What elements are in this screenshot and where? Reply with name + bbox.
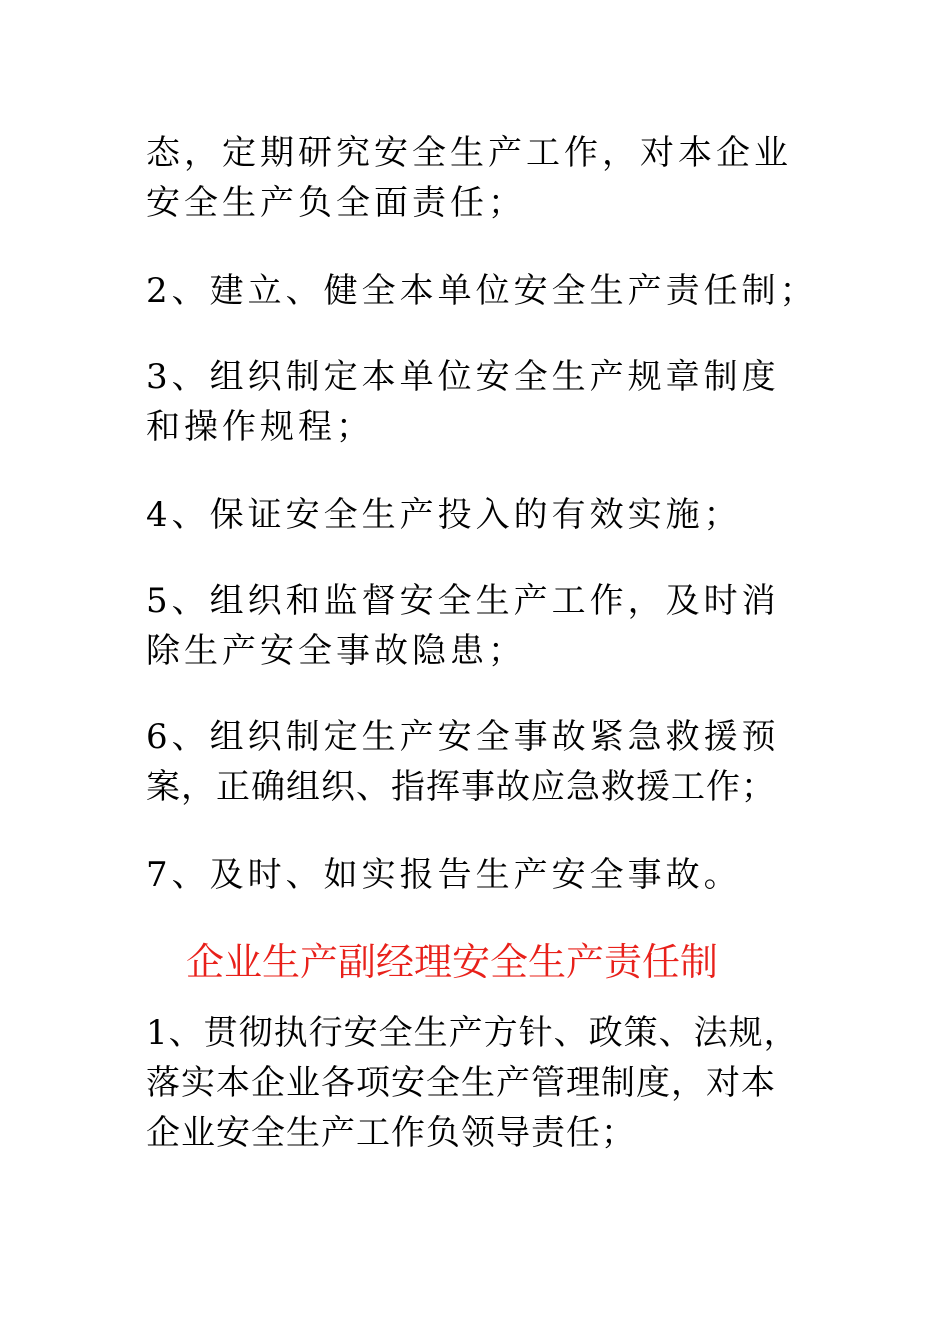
section-heading: 企业生产副经理安全生产责任制 [186, 940, 719, 984]
paragraph-line: 1、贯彻执行安全生产方针、政策、法规， [146, 1013, 799, 1053]
paragraph-3 [146, 352, 780, 452]
paragraph-1 [146, 128, 792, 228]
paragraph-6 [146, 712, 780, 812]
paragraph-line: 4、保证安全生产投入的有效实施； [146, 495, 742, 535]
paragraph-7 [146, 850, 742, 900]
paragraph-line: 案，正确组织、指挥事故应急救援工作； [146, 767, 776, 807]
paragraph-line: 7、及时、如实报告生产安全事故。 [146, 855, 742, 895]
paragraph-5 [146, 576, 780, 676]
paragraph-line: 态，定期研究安全生产工作，对本企业 [146, 133, 792, 173]
section-paragraph-1 [146, 1008, 799, 1158]
paragraph-line: 安全生产负全面责任； [146, 183, 526, 223]
paragraph-line: 3、组织制定本单位安全生产规章制度 [146, 357, 780, 397]
paragraph-line: 落实本企业各项安全生产管理制度，对本 [146, 1063, 776, 1103]
paragraph-line: 6、组织制定生产安全事故紧急救援预 [146, 717, 780, 757]
paragraph-line: 5、组织和监督安全生产工作，及时消 [146, 581, 780, 621]
paragraph-line: 除生产安全事故隐患； [146, 631, 526, 671]
paragraph-line: 企业安全生产工作负领导责任； [146, 1113, 636, 1153]
paragraph-line: 和操作规程； [146, 407, 374, 447]
paragraph-2 [146, 266, 818, 316]
paragraph-4 [146, 490, 742, 540]
paragraph-line: 2、建立、健全本单位安全生产责任制； [146, 271, 818, 311]
